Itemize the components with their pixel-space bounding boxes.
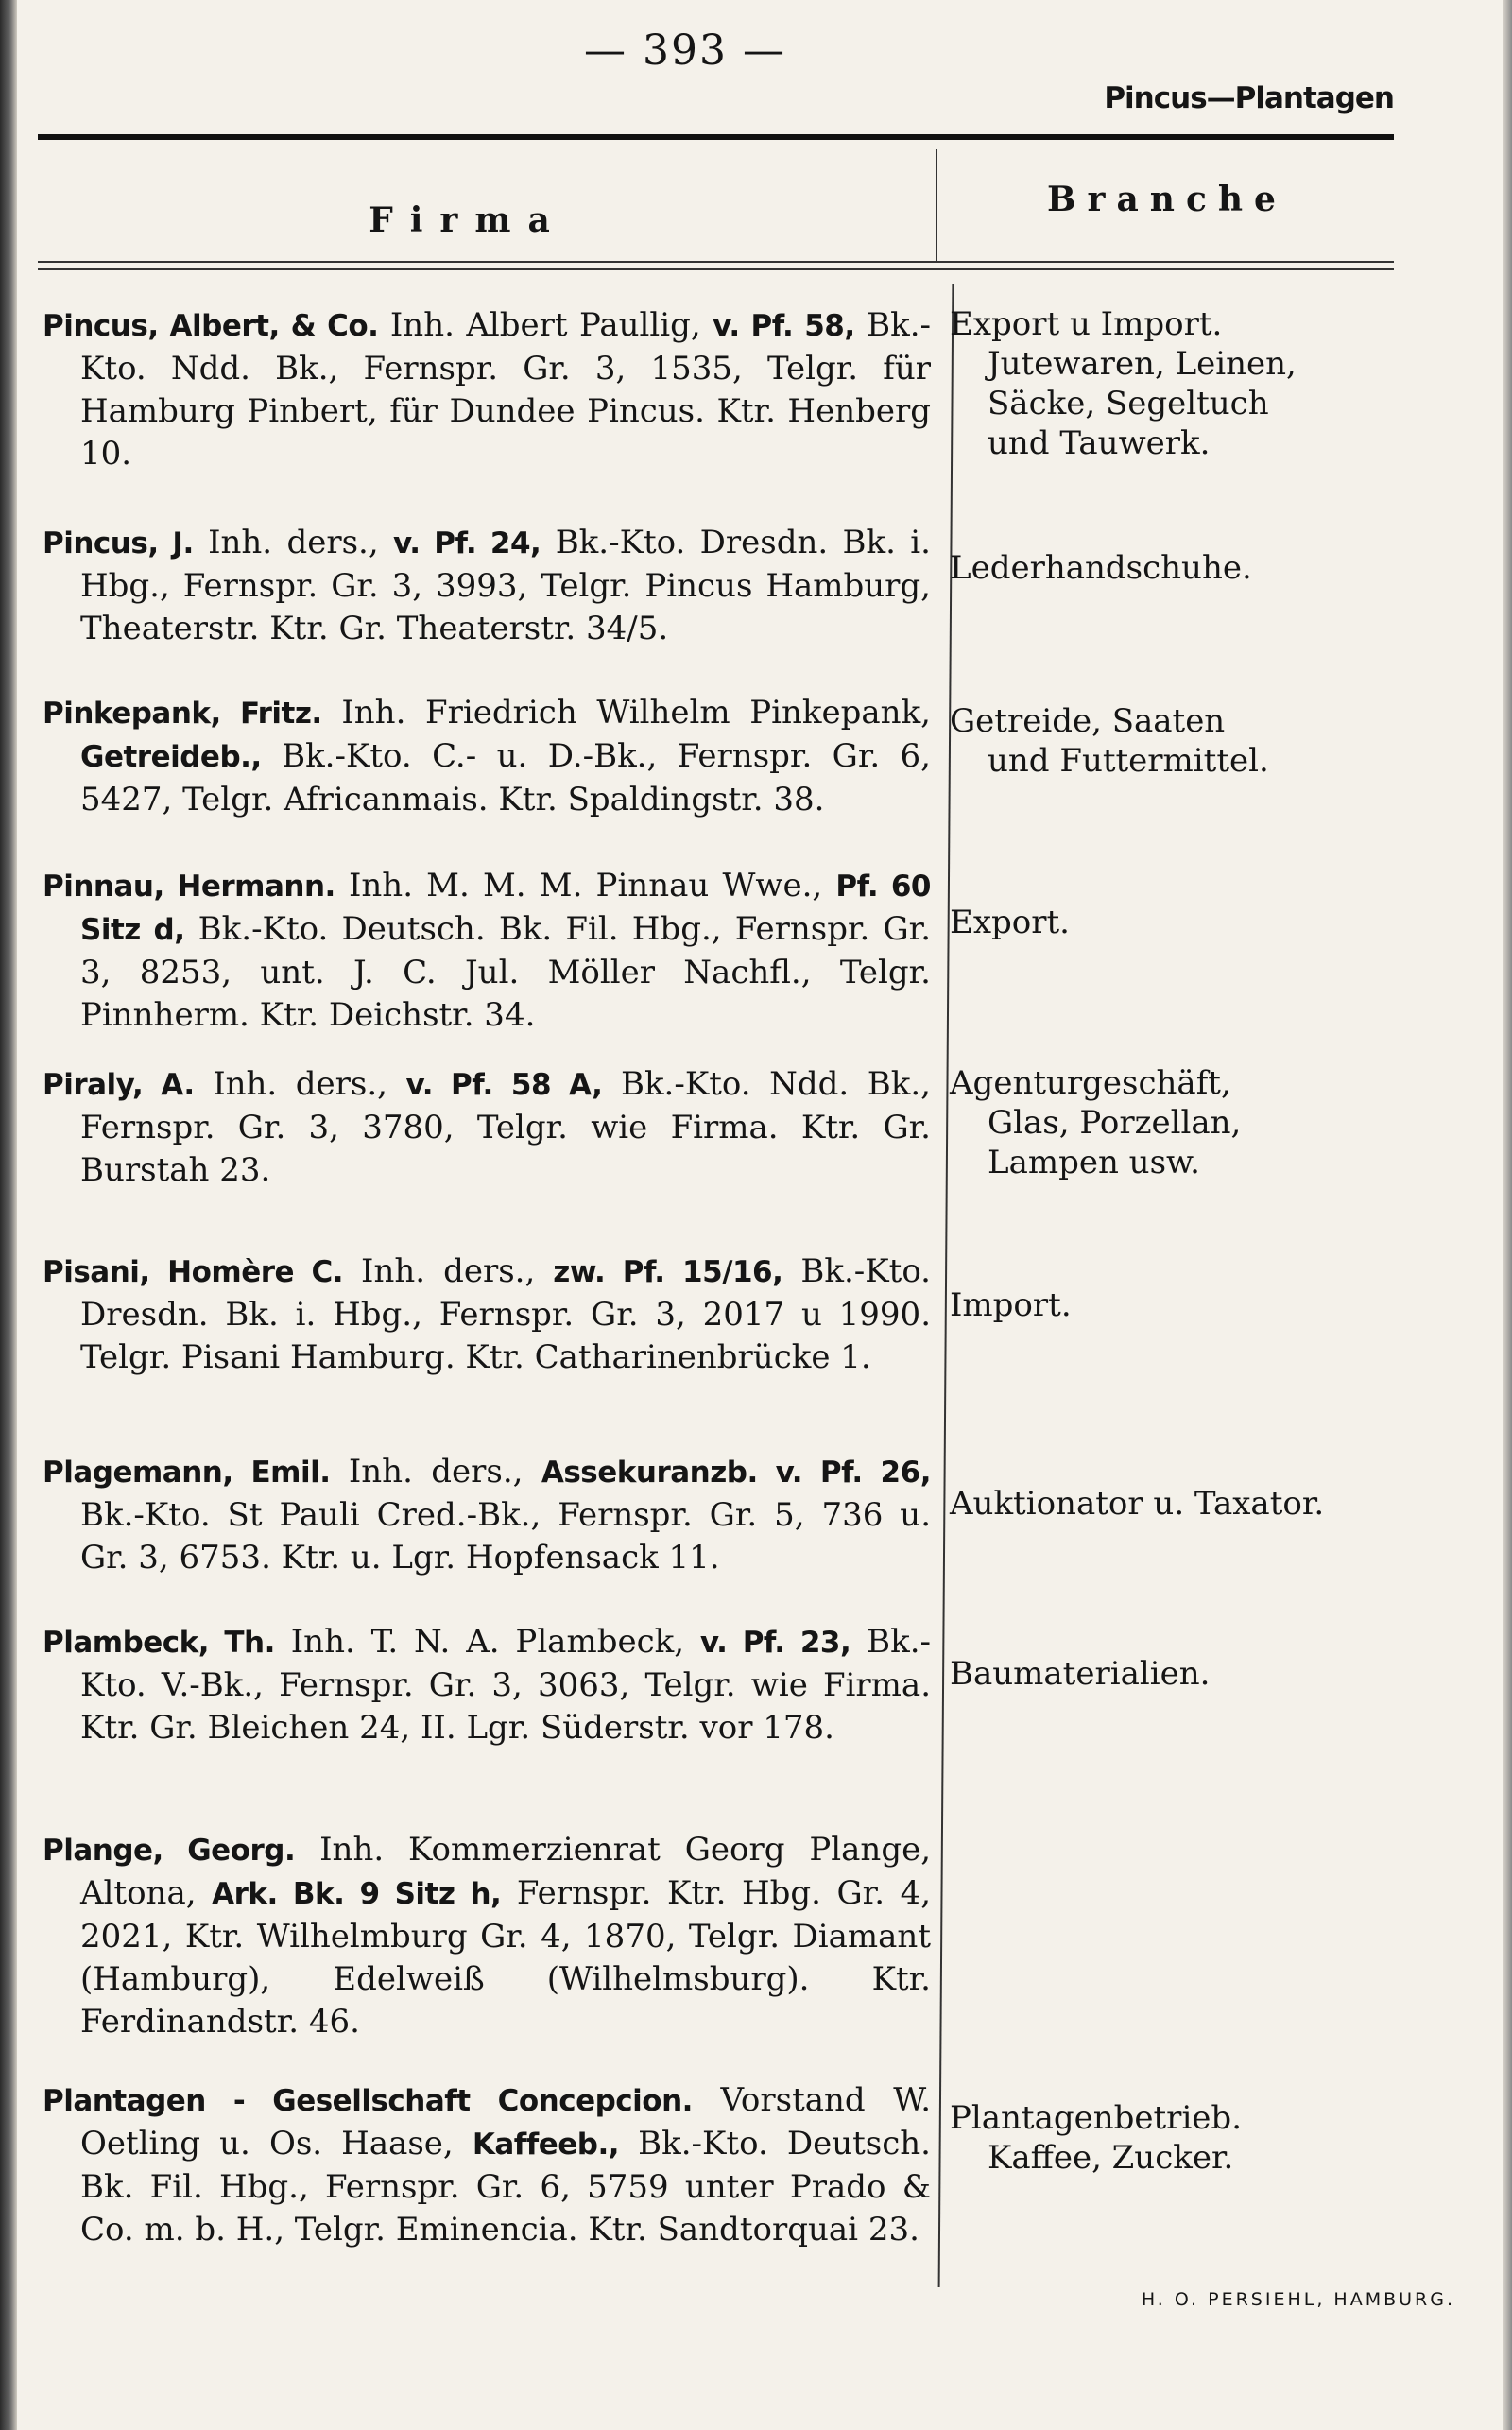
branche-line: Glas, Porzellan,	[988, 1104, 1242, 1142]
directory-entry	[43, 1250, 931, 1379]
emphasized-text: Ark. Bk. 9 Sitz h,	[212, 1877, 502, 1911]
branche-line: Kaffee, Zucker.	[988, 2139, 1234, 2177]
entry-detail-text: Inh. ders.,	[194, 1065, 406, 1103]
entry-text	[43, 1621, 931, 1749]
directory-entry	[43, 1451, 931, 1579]
page-edge-right	[1503, 0, 1512, 2430]
entry-text	[43, 522, 931, 650]
entry-detail-text: Inh. ders.,	[343, 1252, 554, 1290]
branche-cell	[950, 2098, 1394, 2178]
branche-line: Auktionator u. Taxator.	[950, 1485, 1325, 1523]
branche-line: Export.	[950, 904, 1070, 941]
column-divider-header	[936, 149, 937, 263]
entry-detail-text: Bk.-Kto. V.-Bk., Fernspr. Gr. 3, 3063, Telgr. wie Firma. Ktr. Gr. Bleichen 24, II. Lgr. Süderstr. vor 178.	[80, 1623, 931, 1747]
branche-line: Jutewaren, Leinen,	[988, 345, 1297, 383]
branche-line: Export u Import.	[950, 305, 1223, 343]
emphasized-text: Pf. 60 Sitz d,	[80, 870, 931, 947]
branche-cell	[950, 548, 1394, 588]
entry-text	[43, 1451, 931, 1579]
branche-cell	[950, 1063, 1394, 1182]
branche-line: Baumaterialien.	[950, 1655, 1211, 1693]
entry-text	[43, 304, 931, 475]
entry-text	[43, 1829, 931, 2043]
branche-line: Lampen usw.	[988, 1144, 1200, 1181]
entry-detail-text: Bk.-Kto. Dresdn. Bk. i. Hbg., Fernspr. Gr. 3, 2017 u 1990. Telgr. Pisani Hamburg. Ktr. Catharinenbrücke 1.	[80, 1252, 931, 1376]
header-rule	[38, 134, 1394, 140]
emphasized-text: Assekuranzb. v. Pf. 26,	[541, 1456, 931, 1490]
firm-name: Pincus, J.	[43, 526, 194, 560]
entry-text	[43, 692, 931, 821]
entry-detail-text: Vorstand W. Oetling u. Os. Haase,	[80, 2081, 931, 2163]
firm-name: Plange, Georg.	[43, 1834, 296, 1868]
entry-detail-text: Bk.-Kto. St Pauli Cred.-Bk., Fernspr. Gr. 5, 736 u. Gr. 3, 6753. Ktr. u. Lgr. Hopfensack 11.	[80, 1496, 931, 1577]
column-header-firma: Firma	[369, 200, 567, 240]
firm-name: Pisani, Homère C.	[43, 1255, 344, 1289]
double-rule-top	[38, 261, 1394, 263]
branche-line: Lederhandschuhe.	[950, 549, 1252, 587]
entry-detail-text: Inh. ders.,	[193, 524, 394, 561]
directory-entry	[43, 304, 931, 475]
entry-text	[43, 865, 931, 1037]
directory-entry	[43, 1829, 931, 2043]
branche-line: Agenturgeschäft,	[950, 1064, 1231, 1102]
emphasized-text: Getreideb.,	[80, 740, 262, 774]
entry-detail-text: Inh. T. N. A. Plambeck,	[274, 1623, 700, 1661]
firm-name: Plantagen - Gesellschaft Concepcion.	[43, 2084, 693, 2118]
emphasized-text: zw. Pf. 15/16,	[553, 1255, 783, 1289]
entry-detail-text: Bk.-Kto. Ndd. Bk., Fernspr. Gr. 3, 3780, Telgr. wie Firma. Ktr. Gr. Burstah 23.	[80, 1065, 931, 1189]
entry-detail-text: Bk.-Kto. Deutsch. Bk. Fil. Hbg., Fernspr. Gr. 6, 5759 unter Prado & Co. m. b. H., Telgr. Eminencia. Ktr. Sandtorquai 23.	[80, 2125, 931, 2249]
directory-entry	[43, 692, 931, 821]
printer-imprint: H. O. PERSIEHL, HAMBURG.	[1141, 2289, 1455, 2310]
branche-cell	[950, 903, 1394, 942]
emphasized-text: v. Pf. 58 A,	[405, 1068, 603, 1102]
entry-detail-text: Inh. M. M. M. Pinnau Wwe.,	[335, 867, 836, 905]
entry-detail-text: Bk.-Kto. C.- u. D.-Bk., Fernspr. Gr. 6, 5427, Telgr. Africanmais. Ktr. Spaldingstr. 38.	[80, 737, 931, 819]
branche-cell	[950, 1654, 1394, 1694]
entry-detail-text: Bk.-Kto. Dresdn. Bk. i. Hbg., Fernspr. Gr. 3, 3993, Telgr. Pincus Hamburg, Theaterstr. Ktr. Gr. Theaterstr. 34/5.	[80, 524, 931, 647]
double-rule-bottom	[38, 268, 1394, 270]
firm-name: Plambeck, Th.	[43, 1626, 275, 1660]
page-number: — 393 —	[584, 26, 786, 75]
emphasized-text: Kaffeeb.,	[472, 2128, 620, 2162]
branche-cell	[950, 701, 1394, 781]
firm-name: Pincus, Albert, & Co.	[43, 309, 379, 343]
entry-detail-text: Inh. Albert Paullig,	[378, 306, 713, 344]
firm-name: Piraly, A.	[43, 1068, 195, 1102]
page-edge-left	[0, 0, 17, 2430]
firm-name: Pinkepank, Fritz.	[43, 697, 322, 731]
emphasized-text: v. Pf. 23,	[699, 1626, 851, 1660]
entry-detail-text: Inh. Friedrich Wilhelm Pinkepank,	[321, 694, 931, 732]
entry-detail-text: Bk.-Kto. Ndd. Bk., Fernspr. Gr. 3, 1535, Telgr. für Hamburg Pinbert, für Dundee Pincus. Ktr. Henberg 10.	[80, 306, 931, 473]
branche-line: Säcke, Segeltuch	[988, 385, 1269, 422]
firm-name: Plagemann, Emil.	[43, 1456, 331, 1490]
directory-entry	[43, 2079, 931, 2251]
directory-entry	[43, 865, 931, 1037]
branche-line: Plantagenbetrieb.	[950, 2099, 1243, 2137]
emphasized-text: v. Pf. 58,	[713, 309, 855, 343]
entry-detail-text: Inh. Kommerzienrat Georg Plange, Altona,	[80, 1831, 932, 1912]
branche-cell	[950, 1484, 1394, 1524]
directory-entry	[43, 1063, 931, 1192]
firm-name: Pinnau, Hermann.	[43, 870, 335, 904]
branche-line: Getreide, Saaten	[950, 702, 1226, 740]
entry-text	[43, 2079, 931, 2251]
entry-detail-text: Inh. ders.,	[330, 1453, 541, 1491]
branche-line: Import.	[950, 1286, 1072, 1324]
entry-text	[43, 1250, 931, 1379]
emphasized-text: v. Pf. 24,	[393, 526, 541, 560]
entry-detail-text: Bk.-Kto. Deutsch. Bk. Fil. Hbg., Fernspr. Gr. 3, 8253, unt. J. C. Jul. Möller Nachfl., Telgr. Pinnherm. Ktr. Deichstr. 34.	[80, 910, 931, 1034]
branche-line: und Futtermittel.	[988, 742, 1269, 780]
directory-entry	[43, 1621, 931, 1749]
running-head: Pincus—Plantagen	[1104, 81, 1394, 115]
directory-entry	[43, 522, 931, 650]
branche-line: und Tauwerk.	[988, 424, 1211, 462]
entry-detail-text: Fernspr. Ktr. Hbg. Gr. 4, 2021, Ktr. Wilhelmburg Gr. 4, 1870, Telgr. Diamant (Hamburg), Edelweiß (Wilhelmsburg). Ktr. Ferdinandstr. 46.	[80, 1874, 932, 2041]
branche-cell	[950, 304, 1394, 463]
branche-cell	[950, 1285, 1394, 1325]
entry-text	[43, 1063, 931, 1192]
column-header-branche: Branche	[1047, 180, 1287, 219]
